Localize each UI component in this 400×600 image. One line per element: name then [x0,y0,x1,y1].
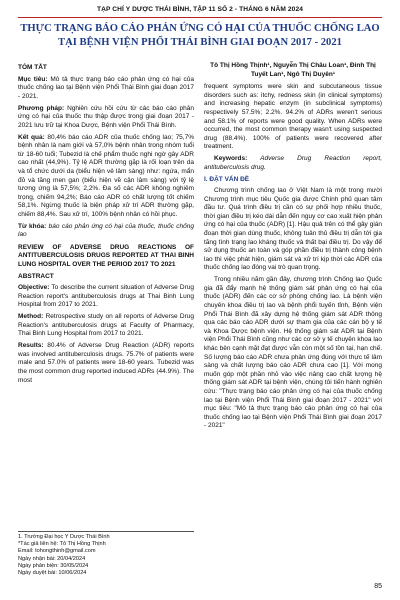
keywords-en-label: Keywords: [214,155,248,163]
abstract-vi-keywords [18,223,194,240]
abstract-en-results [18,342,194,385]
author-list: Tô Thị Hồng Thịnh¹, Nguyễn Thị Châu Loan¹, Đinh Thị Tuyết Lan¹, Ngô Thị Duyên¹ [210,62,376,78]
results-label: Kết quả: [18,133,45,141]
method-text: Nghiên cứu hồi cứu từ các báo cáo phản ứng có hại của thuốc thu thập được trong giai đoạn 2017 - 2021 lưu trữ tại Khoa Dược, Bệnh viện Phổi Thái Bình. [18,104,195,129]
abstract-vi-objective [18,76,194,102]
english-title: REVIEW OF ADVERSE DRUG REACTIONS OF ANTITUBERCULOSIS DRUGS REPORTED AT THAI BINH LUNG HOSPITAL OVER THE PERIOD 2017 TO 2021 [18,243,194,269]
footnote-affiliation: 1. Trường Đại học Y Dược Thái Bình [18,534,110,540]
abstract-vi-results [18,134,194,220]
page-number: 85 [374,583,382,590]
section-heading: I. ĐẶT VẤN ĐỀ [204,175,250,183]
objective-text: Mô tả thực trạng báo cáo phản ứng có hại của thuốc chống lao tại Bệnh viện Phổi Thái Bình giai đoạn 2017 - 2021. [18,75,194,100]
keywords-en-text: Adverse Drug Reaction report, antituberculosis drug. [204,155,382,171]
footnotes [18,531,194,577]
journal-header: TẠP CHÍ Y DƯỢC THÁI BÌNH, TẬP 11 SỐ 2 - THÁNG 6 NĂM 2024 [96,6,303,13]
paper-title: THỰC TRẠNG BÁO CÁO PHẢN ỨNG CÓ HẠI CỦA THUỐC CHỐNG LAO TẠI BỆNH VIỆN PHỔI THÁI BÌNH GIAI ĐOẠN 2017 - 2021 [20,23,380,48]
objective-en-text: To describe the current situation of Adverse Drug Reaction report's antituberculosis drugs at Thai Binh Lung Hospital from 2017 to 2021. [18,284,194,309]
results-text: 80,4% báo cáo ADR của thuốc chống lao; 75,7% bệnh nhân là nam giới và 57,0% bệnh nhân trong nhóm tuổi từ 18-60 tuổi; Tubezid là chế phẩm thuốc nghi ngờ gây ADR cao nhất (44,9%). Tỷ lệ ADR thường gặp là rối loạn trên da và tổ chức dưới da (biểu hiện vẻ lâm sàng) như: ngứa, mẩn đỏ và tăng men gan (biểu hiện về cận lâm sàng) với tỷ lệ tương ứng là 57,5%; 2,2%. Đa số các ADR không nghiêm trọng, chiếm 94,2%; Báo cáo ADR có chất lượng tốt chiếm 58,1%. Ngừng thuốc là biện pháp xử trí ADR thường gặp, chiếm 88,4%. Sau xử trí, 100% bệnh nhân có hồi phục. [18,133,195,218]
right-column [204,62,382,434]
method-label: Phương pháp: [18,104,65,112]
footnote-reviewed: Ngày phản biện: 30/05/2024 [18,562,89,569]
keywords-text: báo cáo phản ứng có hại của thuốc, thuốc chống lao [18,222,195,239]
footnote-accepted: Ngày duyệt bài: 10/06/2024 [18,570,87,577]
left-column [18,62,194,388]
objective-label: Mục tiêu: [18,75,48,83]
header-rule [18,17,382,18]
method-en-label: Method: [18,313,44,321]
abstract-en-results-cont: frequent symptoms were skin and subcutaneous tissue disorders such as: itchy, redness skin (in clinical symptoms) and increasing hepatic enzym (in subclinical symptoms) respectively 57.5%; 2.2%. 94.2% of ADRs weren't serious and 58.1% of reports were good quality. When ADRs were occurred, the most common therapy wasn't using suspected drug (88.4%). 100% of patients were recovered after treatment. [204,83,382,151]
abstract-en-objective [18,284,194,310]
keywords-label: Từ khóa: [18,222,47,230]
results-en-text: 80.4% of Adverse Drug Reaction (ADR) reports was involved antituberculosis drugs. 75.7% of patients were male and 57.0% of patients were 18-60 years. Tubezid was the most common drug reported induced ADRs (44.9%). The most [18,342,194,384]
method-en-text: Retrospective study on all reports of Adverse Drug Reaction's antituberculosis drugs at Faculty of Pharmacy, Thai Binh Lung Hospital from 2017 to 2021. [18,313,194,338]
abstract-vi-method [18,105,194,131]
abstract-vi-heading: TÓM TẮT [18,64,47,71]
results-en-label: Results: [18,342,44,350]
objective-en-label: Objective: [18,284,50,292]
footnote-corresponding: *Tác giả liên hệ: Tô Thị Hồng Thịnh [18,541,106,548]
abstract-en-method [18,313,194,339]
section-paragraph-1: Chương trình chống lao ở Việt Nam là một trong mười Chương trình mục tiêu Quốc gia được Chính phủ quan tâm đầu tư. Quá trình điều trị cần có sự phối hợp nhiều thuốc, thời gian điều trị kéo dài dẫn đến nguy cơ cao xuất hiện phản ứng có hại của thuốc (ADR) [1]. Hậu quả trên có thể gây gián đoạn thời gian dùng thuốc, không tuân thủ điều trị dẫn tới gia tăng tình trạng lao kháng thuốc và thất bại điều trị. Do vậy để sử dụng thuốc an toàn và góp phần điều trị thành công bệnh lao thì việc phát hiện, giám sát và xử trí kịp thời các ADR của thuốc chống lao đóng vai trò quan trọng. [204,187,382,272]
footnote-received: Ngày nhận bài: 20/04/2024 [18,555,86,562]
section-paragraph-2: Trong nhiều năm gần đây, chương trình Chống lao Quốc gia đã đẩy mạnh hệ thống giám sát phản ứng có hại của thuốc (ADR) đến các cơ sở phòng chống lao. Là bệnh viện chuyên khoa điều trị lao và bệnh phổi tuyến tỉnh, Bệnh viện Phổi Thái Bình đã xây dựng hệ thống giám sát ADR thông qua các báo cáo ADR dưới sự tham gia của các cán bộ y tế và Khoa Dược bệnh viện. Hệ thống giám sát ADR tại Bệnh viện Phổi Thái Bình cũng như các cơ sở y tế chuyên khoa lao khác bên cạnh mặt đạt được vẫn còn một số tồn tại, hạn chế. Số lượng báo cáo ADR chưa phản ứng đúng với thực tế lâm sàng và chất lượng báo cáo ADR chưa cao [1]. Với mong muốn góp một phần nhỏ vào việc nâng cao chất lượng hệ thống giám sát ADR tại bệnh viện, chúng tôi tiến hành nghiên cứu: "Thực trạng báo cáo phản ứng có hại của thuốc chống lao tại Bệnh viện Phổi Thái Bình giai đoạn 2017 - 2021" với mục tiêu: "Mô tả thực trạng báo cáo phản ứng có hại của thuốc chống lao tại Bệnh viện Phổi Thái Bình giai đoạn 2017 - 2021" [204,276,382,430]
footnote-email: Email: tohongthinh@gmail.com [18,548,96,555]
abstract-en-heading: ABSTRACT [18,272,54,280]
abstract-en-keywords [204,155,382,172]
